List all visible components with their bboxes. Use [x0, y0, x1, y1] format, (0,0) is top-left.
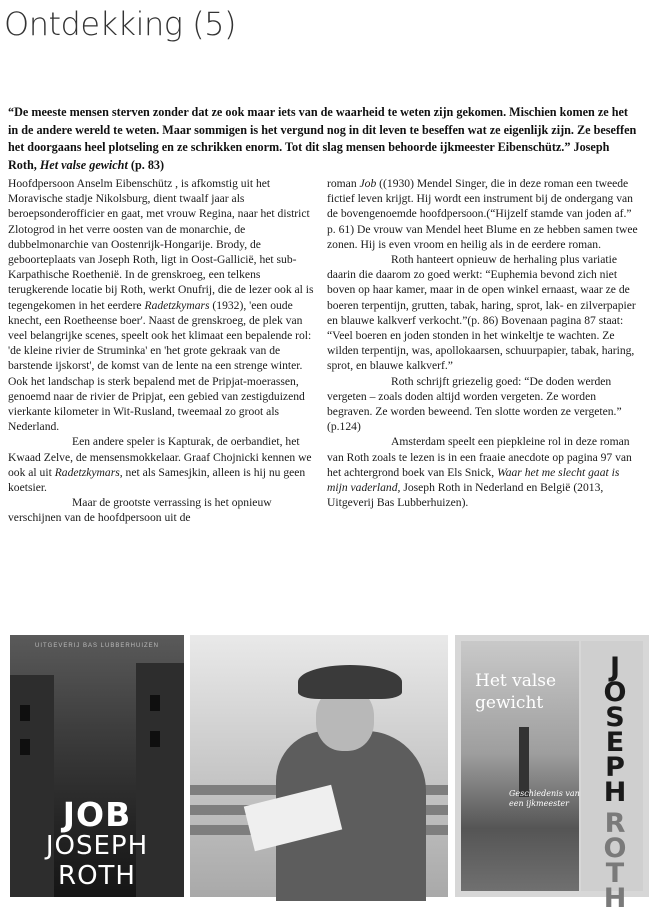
left-column: [8, 176, 322, 526]
cover-title: JOB: [62, 795, 132, 834]
text-run: Een andere speler is Kapturak, de oerbandiet, het Kwaad Zelve, de mensensmokkelaar. Graaf Chojnicki kennen we ook al uit: [8, 435, 312, 479]
page-title: Ontdekking (5): [4, 5, 236, 43]
author-photo: [190, 635, 448, 897]
left-paragraph-1: [8, 176, 322, 434]
cover-subtitle: Geschiedenis van een ijkmeester: [509, 789, 580, 808]
text-run: ((1930) Mendel Singer, die in deze roman een tweede fictief leven krijgt. Hij wordt een instrument bij de ondergang van de bovengenoemde hoofdpersoon.(“Hijzelf stamde van joden af.” p. 61) De vrouw van Mendel heet Blume en ze hebben samen twee zonen. Hij is even vroom en heilig als in de eerdere roman.: [327, 177, 638, 251]
quote-text: “De meeste mensen sterven zonder dat ze ook maar iets van de waarheid te weten zijn gekomen. Mischien komen ze het in de andere wereld te weten. Maar sommigen is het vergund nog in dit leven te beseffen wat ze eigenlijk zijn. Ze beseffen het doorgaans heel plotseling en ze schrikken enorm. Tot dit slag mensen behoorde ijkmeester Eibenschütz.” Joseph Roth,: [8, 105, 637, 172]
valse-gewicht-book-cover: [455, 635, 649, 914]
cover-title-line-2: gewicht: [475, 693, 544, 713]
text-run: (1932), 'een oude knecht, een Roetheense boer'. Naast de grenskroeg, de plek van veel belangrijke scenes, speelt ook het klimaat een bepalende rol: 'de kleine rivier de Struminka' en 'het grote gekraak van de barstende ijskorst', de komst van de lente na een strenge winter. Ook het landschap is sterk bepalend met de Pripjat-moerassen, genoemd naar de rivier de Pripjat, een gebied van zestigduizend vierkante kilometer in Wit-Rusland, tweemaal zo groot als Nederland.: [8, 298, 312, 434]
right-paragraph-2: Roth hanteert opnieuw de herhaling plus variatie daarin die daarom zo goed werkt: “Euphemia bevond zich niet boven op haar kamer, maar in de open winkel ernaast, waar ze de boeren terpentijn, grutten, tabak, haring, sprot, lak- en zilverpapier en blauwe kalkverf verkocht.”(p. 86) Bovenaan pagina 87 staat: “Veel boeren en joden stonden in het winkeltje te wachten. Ze wilden terpentijn, was, apollokaarsen, schuurpapier, tabak, haring, sprot, en blauwe kalkverf.”: [327, 253, 636, 373]
cover-window: [20, 739, 30, 755]
book-title: Radetzkymars: [144, 298, 210, 312]
right-paragraph-3: Roth schrijft griezelig goed: “De doden werden vergeten – zoals doden altijd worden vergeten. Ze worden begraven. Ze worden beweend. Ten slotte worden ze vergeten.” (p.124): [327, 374, 622, 434]
left-paragraph-2: [8, 434, 322, 495]
book-title: Waar het me slecht gaat is mijn vaderland,: [327, 465, 620, 495]
cover-publisher: UITGEVERIJ BAS LUBBERHUIZEN: [34, 643, 160, 649]
church-tower: [519, 727, 529, 797]
cover-author-last: ROTH: [58, 861, 136, 891]
cover-window: [20, 705, 30, 721]
spine-first-text: J O S E P H: [603, 652, 627, 808]
text-run: net als Samesjkin, alleen is hij nu geen koetsier.: [8, 465, 306, 495]
cover-window: [150, 695, 160, 711]
cover-title-line-1: Het valse: [475, 671, 557, 691]
book-title: Radetzkymars,: [54, 465, 123, 479]
job-book-cover: [10, 635, 184, 897]
right-column: [327, 176, 639, 510]
spine-author-last: [595, 808, 635, 914]
person-hat: [298, 665, 402, 699]
cover-window: [150, 731, 160, 747]
book-title: Job: [359, 177, 377, 190]
text-run: Joseph Roth in Nederland en België (2013, Uitgeverij Bas Lubberhuizen).: [327, 481, 604, 510]
left-paragraph-3: Maar de grootste verrassing is het opnieuw verschijnen van de hoofdpersoon uit de: [8, 496, 272, 525]
text-run: roman: [327, 177, 360, 190]
intro-quote: [8, 104, 640, 174]
quote-page-ref: (p. 83): [127, 157, 165, 172]
right-paragraph-4: [327, 434, 639, 510]
cover-spine: [581, 641, 643, 914]
text-run: Amsterdam speelt een piepkleine rol in deze roman van Roth zoals te lezen is in een fraaie anecdote op pagina 97 van het achtergrond boek van Els Snick,: [327, 435, 632, 479]
cover-artwork: [461, 641, 579, 891]
spine-last-text: R O T H: [603, 808, 627, 914]
cover-author-first: JOSEPH: [45, 831, 149, 861]
spine-author-first: [595, 652, 635, 808]
quote-book-title: Het valse gewicht: [39, 157, 128, 172]
text-run: Hoofdpersoon Anselm Eibenschütz , is afkomstig uit het Moravische stadje Nikolsburg, dient twaalf jaar als beroepsonderofficier en gaat, met vrouw Regina, naar het district Zlotogrod in het verre oosten van de monarchie, de dubbelmonarchie van Oostenrijk-Hongarije. Brody, de geboorteplaats van Joseph Roth, ligt in Oost-Gallicië, het sub-Karpathische Roethenië. In de grenskroeg, een telkens terugkerende locatie bij Roth, werkt Onufrij, die de lezer ook al is tegengekomen in het eerdere: [8, 177, 314, 312]
right-paragraph-1: [327, 176, 639, 252]
